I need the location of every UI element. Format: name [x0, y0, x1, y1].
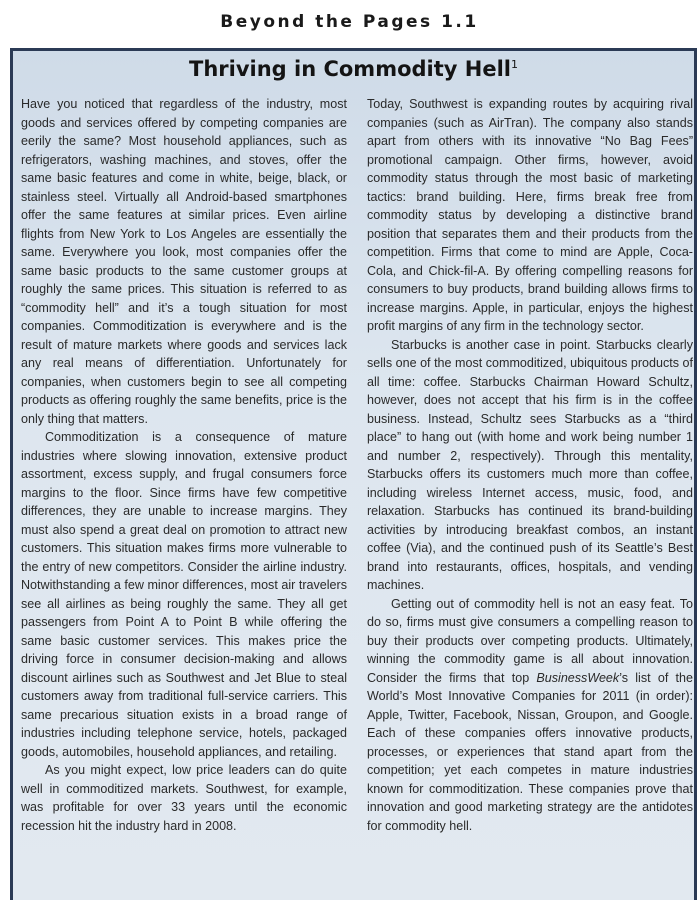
sidebar-box: [10, 48, 697, 900]
paragraph: Today, Southwest is expanding routes by acquiring rival companies (such as AirTran). The company also stands apart from others with its innovative “No Bag Fees” promotional campaign. Other firms, however, avoid commodity status through the most basic of marketing tactics: brand building. Here, firms break free from commodity status by developing a distinctive brand position that separates them and their products from the competition. Firms that come to mind are Apple, Coca-Cola, and Chick-fil-A. By offering compelling reasons for consumers to buy products, brand building allows firms to increase margins. Apple, in particular, enjoys the highest profit margins of any firm in the technology sector.: [367, 97, 693, 333]
box-title-text: Thriving in Commodity Hell: [189, 57, 511, 81]
box-title: [13, 57, 694, 81]
paragraph: Commoditization is a consequence of mature industries where slowing innovation, extensive product assortment, excess supply, and frugal consumers force margins to the floor. Since firms have few competitive differences, they are unable to increase margins. They must also spend a great deal on promotion to attract new customers. This situation makes firms more vulnerable to the entry of new competitors. Consider the airline industry. Notwithstanding a few minor differences, most air travelers see all airlines as being roughly the same. They all get passengers from Point A to Point B while offering the same basic customer services. This makes price the driving force in consumer decision-making and allows discount airlines such as Southwest and Jet Blue to steal customers away from traditional full-service carriers. This same precarious situation exists in a broad range of industries including telephone service, hotels, packaged goods, automobiles, household appliances, and retailing.: [21, 430, 347, 759]
paragraph: As you might expect, low price leaders can do quite well in commoditized markets. Southwest, for example, was profitable for over 33 years until the economic recession hit the industry hard in 2008.: [21, 763, 347, 833]
paragraph-text: Getting out of commodity hell is not an easy feat. To do so, firms must give consumers a compelling reason to buy their products over competing products. Ultimately, winning the commodity game is all about innovation. Consider the firms that top: [367, 596, 693, 685]
paragraph-text: ’s list of the World’s Most Innovative Companies for 2011 (in order): Apple, Twitter, Facebook, Nissan, Groupon, and Google. Each of these companies offers innovative products, processes, or experiences that stand apart from the competition; yet each competes in mature industries known for commoditization. These companies prove that innovation and good marketing strategy are the antidotes for commodity hell.: [367, 670, 693, 833]
paragraph: [367, 595, 693, 836]
left-column: [21, 95, 347, 835]
publication-title: BusinessWeek: [536, 670, 620, 685]
paragraph: Have you noticed that regardless of the industry, most goods and services offered by competing companies are eerily the same? Most household appliances, such as refrigerators, washing machines, and stoves, offer the same basic features and come in white, beige, black, or stainless steel. Virtually all Android-based smartphones offer the same features at similar prices. Even airline flights from New York to Los Angeles are essentially the same. Everywhere you look, most companies offer the same basic products to the same customer groups at roughly the same prices. This situation is referred to as “commodity hell” and it’s a tough situation for most companies. Commoditization is everywhere and is the result of mature markets where goods and services lack any real means of differentiation. Unfortunately for companies, when customers begin to see all competing products as offering roughly the same benefits, price is the only thing that matters.: [21, 97, 347, 426]
two-column-body: [21, 95, 693, 835]
paragraph: Starbucks is another case in point. Starbucks clearly sells one of the most commoditized, ubiquitous products of all time: coffee. Starbucks Chairman Howard Schultz, however, does not accept that his firm is in the coffee business. Instead, Schultz sees Starbucks as a “third place” to hang out (with home and work being number 1 and number 2, respectively). Through this mentality, Starbucks offers its customers much more than coffee, including wireless Internet access, music, food, and relaxation. Starbucks has continued its brand-building activities by introducing breakfast combos, an instant coffee (Via), and the continued push of its Seattle’s Best brand into restaurants, offices, hospitals, and vending machines.: [367, 337, 693, 592]
section-kicker: Beyond the Pages 1.1: [220, 12, 479, 32]
footnote-mark: 1: [510, 58, 518, 71]
right-column: [367, 95, 693, 835]
